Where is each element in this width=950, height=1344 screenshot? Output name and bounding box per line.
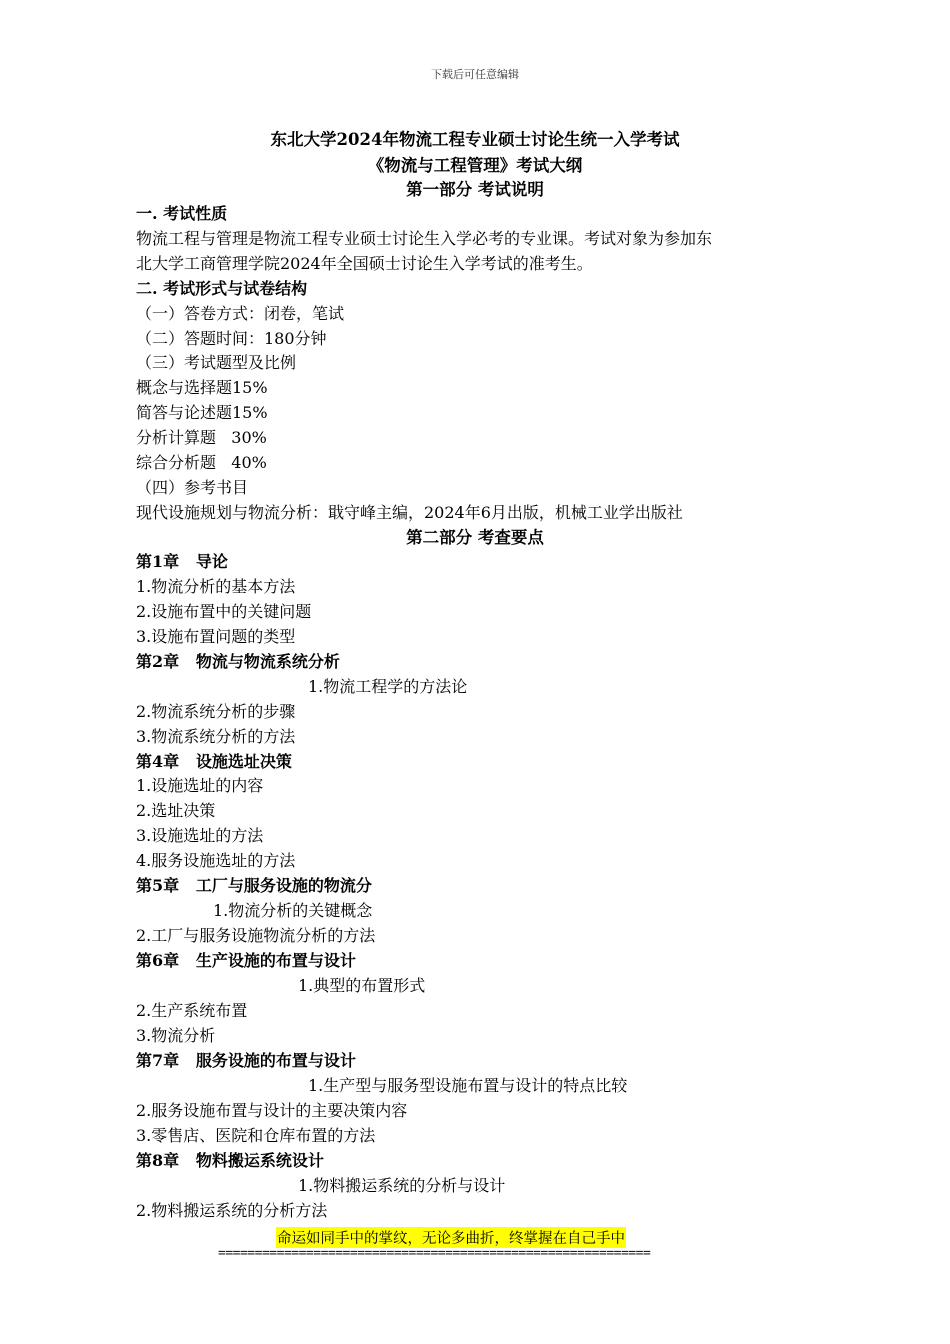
part1-heading: 第一部分 考试说明 <box>406 180 544 199</box>
list-item: 2.物料搬运系统的分析方法 <box>136 1201 328 1220</box>
list-item: 2.设施布置中的关键问题 <box>136 602 312 621</box>
list-item: 2.服务设施布置与设计的主要决策内容 <box>136 1101 408 1120</box>
section1-text-a: 物流工程与管理是物流工程专业硕士讨论生入学必考的专业课。考试对象为参加东 <box>136 229 713 248</box>
header-note: 下载后可任意编辑 <box>431 68 519 81</box>
section1-heading: 一. 考试性质 <box>136 204 228 223</box>
chapter-heading: 第6章 生产设施的布置与设计 <box>136 951 356 970</box>
footer-quote: 命运如同手中的掌纹，无论多曲折，终掌握在自己手中 <box>276 1227 626 1248</box>
chapter-heading: 第2章 物流与物流系统分析 <box>136 652 340 671</box>
doc-title-line1: 东北大学2024年物流工程专业硕士讨论生统一入学考试 <box>270 130 680 149</box>
list-item: 1.物流分析的基本方法 <box>136 577 296 596</box>
chapter-heading: 第7章 服务设施的布置与设计 <box>136 1051 356 1070</box>
ratio-line: 概念与选择题15% <box>136 378 268 397</box>
list-item: 4.服务设施选址的方法 <box>136 851 296 870</box>
list-item: 3.设施选址的方法 <box>136 826 264 845</box>
list-item: 2.物流系统分析的步骤 <box>136 702 296 721</box>
section2-heading: 二. 考试形式与试卷结构 <box>136 279 308 298</box>
section1-text-b: 北大学工商管理学院2024年全国硕士讨论生入学考试的准考生。 <box>136 254 593 273</box>
list-item: 3.物流分析 <box>136 1026 216 1045</box>
ratio-line: 分析计算题 30% <box>136 428 267 447</box>
question-types-item: （三）考试题型及比例 <box>136 353 297 372</box>
doc-title-line2: 《物流与工程管理》考试大纲 <box>367 156 583 175</box>
list-item: 1.典型的布置形式 <box>298 976 426 995</box>
footer-divider: =========================================================== <box>218 1246 651 1261</box>
list-item: 3.物流系统分析的方法 <box>136 727 296 746</box>
list-item: 3.设施布置问题的类型 <box>136 627 296 646</box>
list-item: 2.生产系统布置 <box>136 1001 248 1020</box>
chapter-heading: 第5章 工厂与服务设施的物流分 <box>136 876 372 895</box>
chapter-heading: 第1章 导论 <box>136 552 228 571</box>
reference-book: 现代设施规划与物流分析：戢守峰主编，2024年6月出版，机械工业学出版社 <box>136 503 683 522</box>
exam-format-item: （一）答卷方式：闭卷，笔试 <box>136 304 345 323</box>
list-item: 1.设施选址的内容 <box>136 776 264 795</box>
chapter-heading: 第8章 物料搬运系统设计 <box>136 1151 324 1170</box>
reference-books-item: （四）参考书目 <box>136 478 249 497</box>
list-item: 2.选址决策 <box>136 801 216 820</box>
chapter-heading: 第4章 设施选址决策 <box>136 752 292 771</box>
list-item: 1.物料搬运系统的分析与设计 <box>298 1176 506 1195</box>
list-item: 3.零售店、医院和仓库布置的方法 <box>136 1126 376 1145</box>
exam-time-item: （二）答题时间：180分钟 <box>136 329 327 348</box>
list-item: 1.物流工程学的方法论 <box>308 677 468 696</box>
ratio-line: 简答与论述题15% <box>136 403 268 422</box>
ratio-line: 综合分析题 40% <box>136 453 267 472</box>
list-item: 1.生产型与服务型设施布置与设计的特点比较 <box>308 1076 628 1095</box>
list-item: 2.工厂与服务设施物流分析的方法 <box>136 926 376 945</box>
part2-heading: 第二部分 考查要点 <box>406 528 544 547</box>
list-item: 1.物流分析的关键概念 <box>213 901 373 920</box>
